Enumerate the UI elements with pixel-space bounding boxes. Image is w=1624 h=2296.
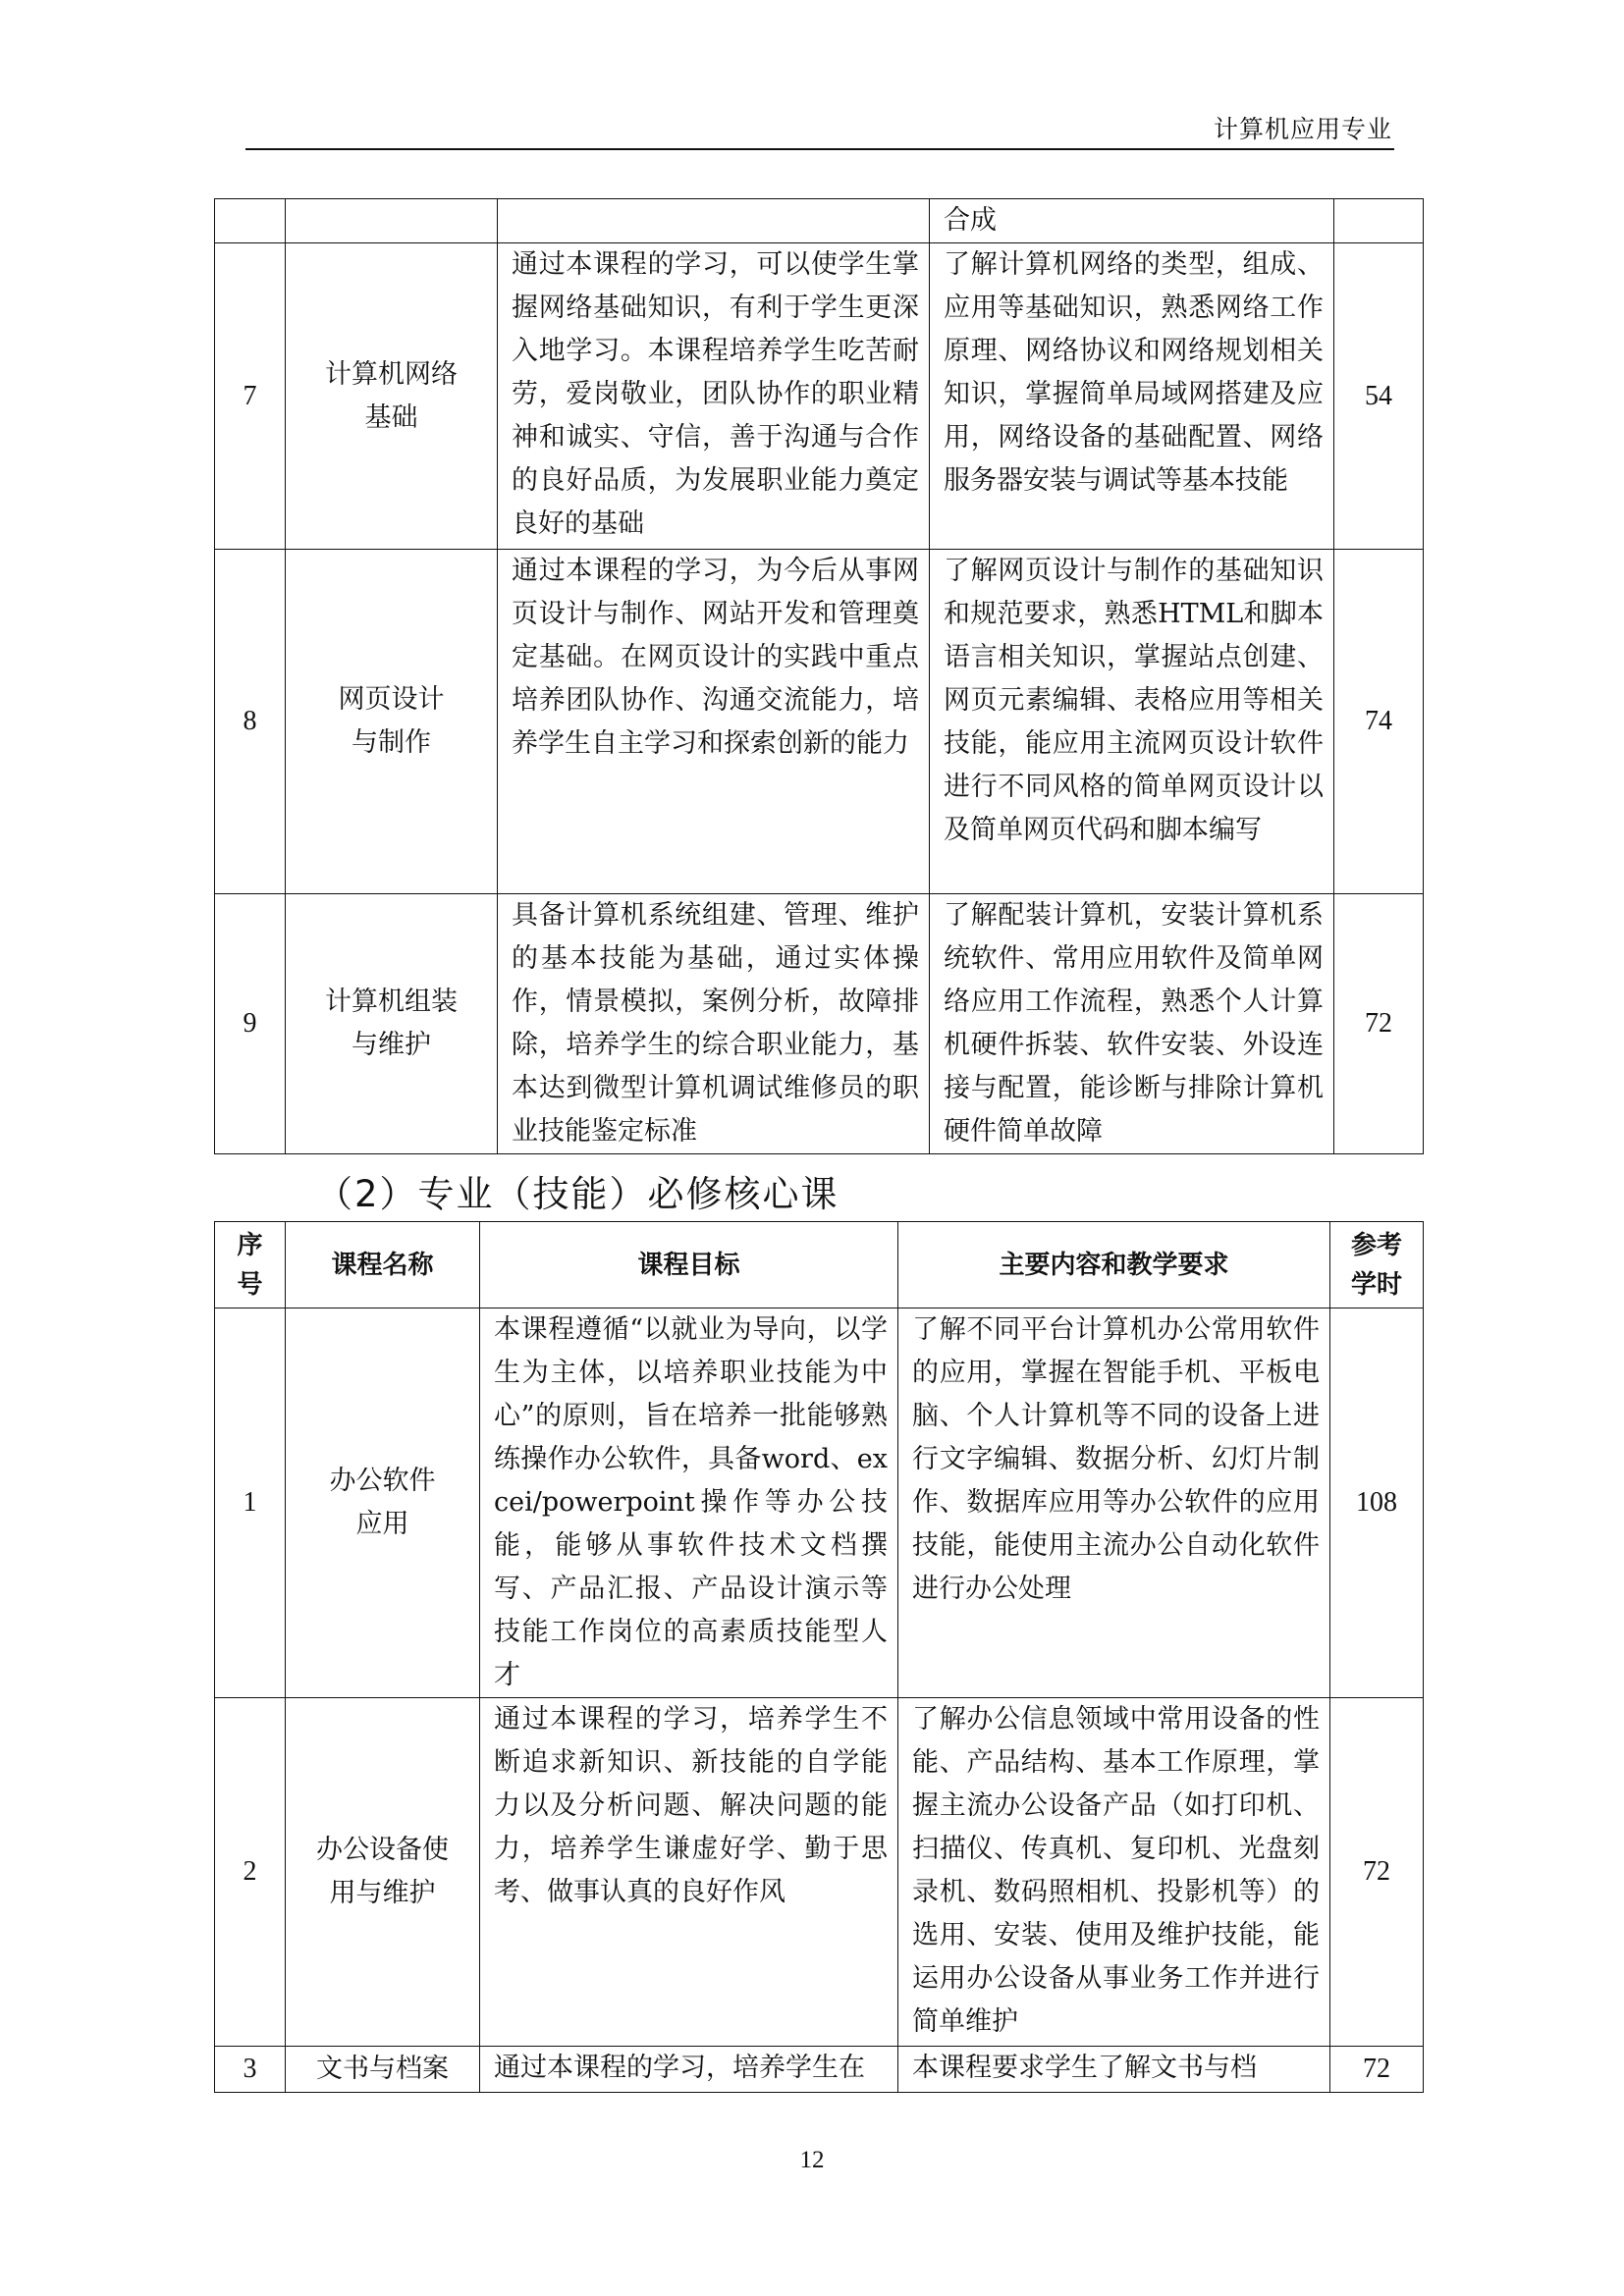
column-header-content: 主要内容和教学要求 — [898, 1222, 1330, 1308]
course-hours — [1334, 199, 1424, 243]
course-hours: 72 — [1330, 1698, 1424, 2047]
course-name — [286, 1308, 480, 1698]
course-content: 了解不同平台计算机办公常用软件的应用，掌握在智能手机、平板电脑、个人计算机等不同的设备上进行文字编辑、数据分析、幻灯片制作、数据库应用等办公软件的应用技能，能使用主流办公自动化软件进行办公处理 — [898, 1308, 1330, 1698]
course-goal: 具备计算机系统组建、管理、维护的基本技能为基础，通过实体操作，情景模拟，案例分析，故障排除，培养学生的综合职业能力，基本达到微型计算机调试维修员的职业技能鉴定标准 — [498, 894, 930, 1154]
course-hours: 54 — [1334, 243, 1424, 550]
row-number: 3 — [215, 2047, 286, 2093]
course-name-text: 办公软件 应用 — [329, 1466, 436, 1539]
table-row — [215, 2047, 1424, 2093]
course-name — [286, 894, 498, 1154]
core-course-table — [214, 1221, 1424, 2093]
table-row — [215, 550, 1424, 894]
course-content: 本课程要求学生了解文书与档 — [898, 2047, 1330, 2093]
row-number: 1 — [215, 1308, 286, 1698]
course-name-text: 网页设计 与制作 — [338, 684, 445, 758]
table-row — [215, 894, 1424, 1154]
running-header: 计算机应用专业 — [1213, 115, 1392, 143]
course-goal — [498, 199, 930, 243]
row-number: 2 — [215, 1698, 286, 2047]
course-goal: 通过本课程的学习，培养学生在 — [480, 2047, 898, 2093]
course-goal: 通过本课程的学习，培养学生不断追求新知识、新技能的自学能力以及分析问题、解决问题的能力，培养学生谦虚好学、勤于思考、做事认真的良好作风 — [480, 1698, 898, 2047]
page-number: 12 — [799, 2147, 825, 2173]
column-header-goal: 课程目标 — [480, 1222, 898, 1308]
course-name — [286, 199, 498, 243]
course-hours: 108 — [1330, 1308, 1424, 1698]
column-header-name: 课程名称 — [286, 1222, 480, 1308]
row-number: 8 — [215, 550, 286, 894]
table-row — [215, 1698, 1424, 2047]
course-table-continued — [214, 198, 1424, 1154]
column-header-no-text: 序 号 — [237, 1230, 263, 1300]
course-content: 了解配装计算机，安装计算机系统软件、常用应用软件及简单网络应用工作流程，熟悉个人计算机硬件拆装、软件安装、外设连接与配置，能诊断与排除计算机硬件简单故障 — [930, 894, 1334, 1154]
course-hours: 74 — [1334, 550, 1424, 894]
header-rule — [245, 148, 1394, 150]
column-header-hours-text: 参考 学时 — [1350, 1230, 1402, 1300]
course-name-text: 办公设备使 用与维护 — [316, 1835, 449, 1908]
table-row — [215, 243, 1424, 550]
column-header-hours — [1330, 1222, 1424, 1308]
row-number: 9 — [215, 894, 286, 1154]
section-heading: （2）专业（技能）必修核心课 — [316, 1173, 839, 1215]
course-content: 了解计算机网络的类型，组成、应用等基础知识，熟悉网络工作原理、网络协议和网络规划相关知识，掌握简单局域网搭建及应用，网络设备的基础配置、网络服务器安装与调试等基本技能 — [930, 243, 1334, 550]
course-hours: 72 — [1334, 894, 1424, 1154]
course-name-text: 计算机组装 与维护 — [325, 987, 458, 1060]
row-number — [215, 199, 286, 243]
course-name — [286, 243, 498, 550]
course-content: 合成 — [930, 199, 1334, 243]
course-hours: 72 — [1330, 2047, 1424, 2093]
course-content: 了解办公信息领域中常用设备的性能、产品结构、基本工作原理，掌握主流办公设备产品（如打印机、扫描仪、传真机、复印机、光盘刻录机、数码照相机、投影机等）的选用、安装、使用及维护技能，能运用办公设备从事业务工作并进行简单维护 — [898, 1698, 1330, 2047]
row-number: 7 — [215, 243, 286, 550]
course-name — [286, 550, 498, 894]
course-goal: 本课程遵循“以就业为导向，以学生为主体，以培养职业技能为中心”的原则，旨在培养一批能够熟练操作办公软件，具备word、excei/powerpoint操作等办公技能，能够从事软件技术文档撰写、产品汇报、产品设计演示等技能工作岗位的高素质技能型人才 — [480, 1308, 898, 1698]
course-content: 了解网页设计与制作的基础知识和规范要求，熟悉HTML和脚本语言相关知识，掌握站点创建、网页元素编辑、表格应用等相关技能，能应用主流网页设计软件进行不同风格的简单网页设计以及简单网页代码和脚本编写 — [930, 550, 1334, 894]
course-name: 文书与档案 — [286, 2047, 480, 2093]
table-header-row — [215, 1222, 1424, 1308]
course-name-text: 计算机网络 基础 — [325, 358, 458, 433]
table-row — [215, 199, 1424, 243]
table-row — [215, 1308, 1424, 1698]
course-goal: 通过本课程的学习，为今后从事网页设计与制作、网站开发和管理奠定基础。在网页设计的实践中重点培养团队协作、沟通交流能力，培养学生自主学习和探索创新的能力 — [498, 550, 930, 894]
column-header-no — [215, 1222, 286, 1308]
course-name — [286, 1698, 480, 2047]
course-goal: 通过本课程的学习，可以使学生掌握网络基础知识，有利于学生更深入地学习。本课程培养学生吃苦耐劳，爱岗敬业，团队协作的职业精神和诚实、守信，善于沟通与合作的良好品质，为发展职业能力奠定良好的基础 — [498, 243, 930, 550]
